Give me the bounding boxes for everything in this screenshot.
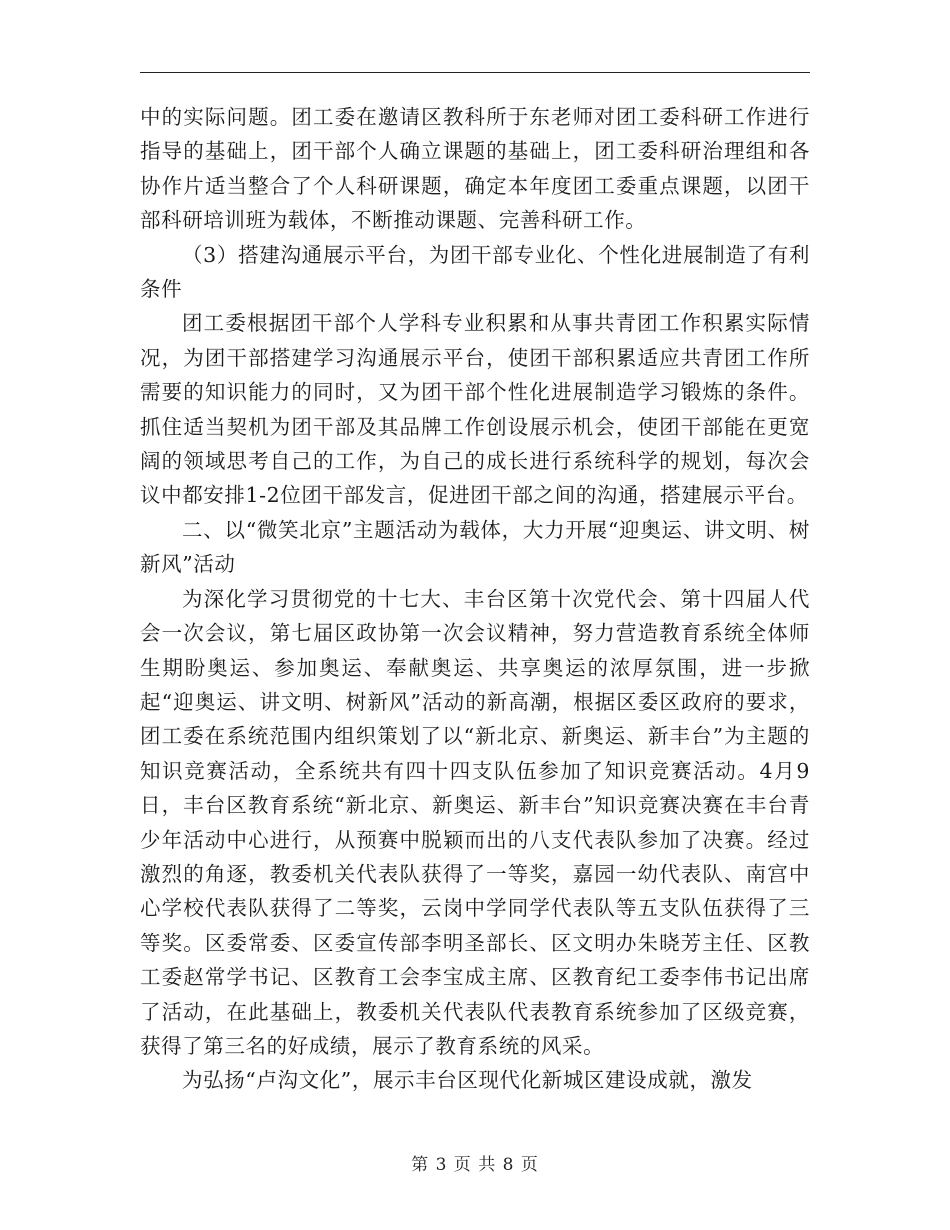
- footer-prefix: 第: [411, 1155, 430, 1175]
- section-heading-2: 二、以“微笑北京”主题活动为载体，大力开展“迎奥运、讲文明、树新风”活动: [140, 517, 810, 577]
- footer-page-number: 3: [435, 1155, 448, 1175]
- footer-middle: 页 共: [453, 1155, 497, 1175]
- header-rule: [140, 72, 810, 73]
- paragraph-5: 为深化学习贯彻党的十七大、丰台区第十次党代会、第十四届人代会一次会议，第七届区政协第一次会议精神，努力营造教育系统全体师生期盼奥运、参加奥运、奉献奥运、共享奥运的浓厚氛围，进一步掀起“迎奥运、讲文明、树新风”活动的新高潮，根据区委区政府的要求，团工委在系统范围内组织策划了以“新北京、新奥运、新丰台”为主题的知识竞赛活动，全系统共有四十四支队伍参加了知识竞赛活动。4月9日，丰台区教育系统“新北京、新奥运、新丰台”知识竞赛决赛在丰台青少年活动中心进行，从预赛中脱颖而出的八支代表队参加了决赛。经过激烈的角逐，教委机关代表队获得了一等奖，嘉园一幼代表队、南宫中心学校代表队获得了二等奖，云岗中学同学代表队等五支队伍获得了三等奖。区委常委、区委宣传部李明圣部长、区文明办朱晓芳主任、区教工委赵常学书记、区教育工会李宝成主席、区教育纪工委李伟书记出席了活动，在此基础上，教委机关代表队代表教育系统参加了区级竞赛，获得了第三名的好成绩，展示了教育系统的风采。: [140, 586, 810, 1058]
- paragraph-3: 团工委根据团干部个人学科专业积累和从事共青团工作积累实际情况，为团干部搭建学习沟通展示平台，使团干部积累适应共青团工作所需要的知识能力的同时，又为团干部个性化进展制造学习锻炼的条件。抓住适当契机为团干部及其品牌工作创设展示机会，使团干部能在更宽阔的领域思考自己的工作，为自己的成长进行系统科学的规划，每次会议中都安排1-2位团干部发言，促进团干部之间的沟通，搭建展示平台。: [140, 311, 810, 508]
- paragraph-1: 中的实际问题。团工委在邀请区教科所于东老师对团工委科研工作进行指导的基础上，团干部个人确立课题的基础上，团工委科研治理组和各协作片适当整合了个人科研课题，确定本年度团工委重点课题，以团干部科研培训班为载体，不断推动课题、完善科研工作。: [140, 105, 810, 233]
- footer-total-pages: 8: [502, 1155, 515, 1175]
- footer-suffix: 页: [520, 1155, 539, 1175]
- document-body: [140, 100, 810, 1098]
- paragraph-2: （3）搭建沟通展示平台，为团干部专业化、个性化进展制造了有利条件: [140, 242, 810, 302]
- paragraph-6: 为弘扬“卢沟文化”，展示丰台区现代化新城区建设成就，激发: [182, 1068, 753, 1093]
- page-footer: [0, 1150, 950, 1175]
